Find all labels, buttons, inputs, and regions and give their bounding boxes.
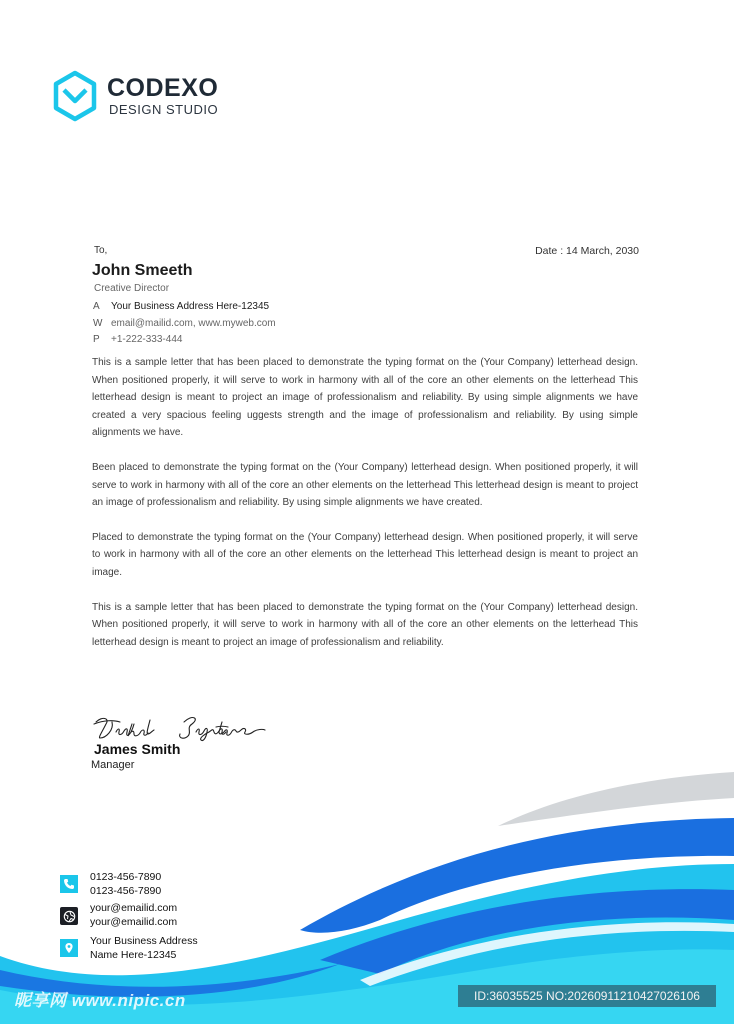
signer-title: Manager xyxy=(91,759,135,771)
footer-email-1: your@emailid.com xyxy=(90,902,178,914)
body-paragraph: This is a sample letter that has been placed to demonstrate the typing format on the (Your Company) letterhead design. When positioned properly, it will serve to work in harmony with all of the core an other elements on the letterhead This letterhead design is meant to project an image of professionalism and reliability. xyxy=(92,601,638,648)
body-paragraph: This is a sample letter that has been placed to demonstrate the typing format on the (Your Company) letterhead design. When positioned properly, it will serve to work in harmony with all of the core an other elements on the letterhead This letterhead design is meant to project an image of professionalism and reliability. By using simple alignments we have created a very spacious feeling uggests strength and the image of professionalism and reliability. By using simple alignments we have. xyxy=(92,357,638,439)
contact-value: email@mailid.com, www.myweb.com xyxy=(111,318,276,329)
recipient-role: Creative Director xyxy=(94,283,170,294)
brand-name: CODEXO xyxy=(107,74,219,102)
letter-date: Date : 14 March, 2030 xyxy=(535,245,639,257)
footer-phone-2: 0123-456-7890 xyxy=(90,885,162,897)
recipient-address-row xyxy=(93,301,269,312)
contact-value: Your Business Address Here-12345 xyxy=(111,301,270,312)
body-paragraph: Placed to demonstrate the typing format on the (Your Company) letterhead design. When positioned properly, it will serve to work in harmony with all of the core an other elements on the letterhead This letterhead design is meant to project an image. xyxy=(92,531,638,578)
footer-phone-block xyxy=(90,870,161,898)
globe-icon xyxy=(60,907,78,925)
footer-email-block xyxy=(90,901,177,929)
body-paragraph: Been placed to demonstrate the typing format on the (Your Company) letterhead design. When positioned properly, it will serve to work in harmony with all of the core an other elements on the letterhead This letterhead design is meant to project an image of professionalism and reliability. By using simple alignments we have created. xyxy=(92,461,638,509)
phone-icon xyxy=(60,875,78,893)
recipient-name: John Smeeth xyxy=(92,262,193,279)
contact-value: +1-222-333-444 xyxy=(111,334,183,345)
to-label: To, xyxy=(94,245,108,256)
brand-tagline: DESIGN STUDIO xyxy=(109,102,219,117)
watermark-id: ID:36035525 NO:20260911210427026106 xyxy=(458,985,716,1007)
signer-name: James Smith xyxy=(94,741,181,757)
contact-key: W xyxy=(93,318,103,329)
hexagon-chevron-logo-icon xyxy=(52,70,98,122)
recipient-web-row xyxy=(93,318,276,329)
location-pin-icon xyxy=(60,939,78,957)
footer-address-block xyxy=(90,934,198,962)
footer-email-2: your@emailid.com xyxy=(90,916,178,928)
footer-phone-1: 0123-456-7890 xyxy=(90,871,162,883)
letter-body xyxy=(92,354,638,668)
contact-key: A xyxy=(93,301,100,312)
footer-address-1: Your Business Address xyxy=(90,935,198,947)
contact-key: P xyxy=(93,334,100,345)
watermark-left: 昵享网 www.nipic.cn xyxy=(14,991,186,1010)
recipient-phone-row xyxy=(93,334,182,345)
gray-wave xyxy=(498,772,734,826)
footer-address-2: Name Here-12345 xyxy=(90,949,177,961)
